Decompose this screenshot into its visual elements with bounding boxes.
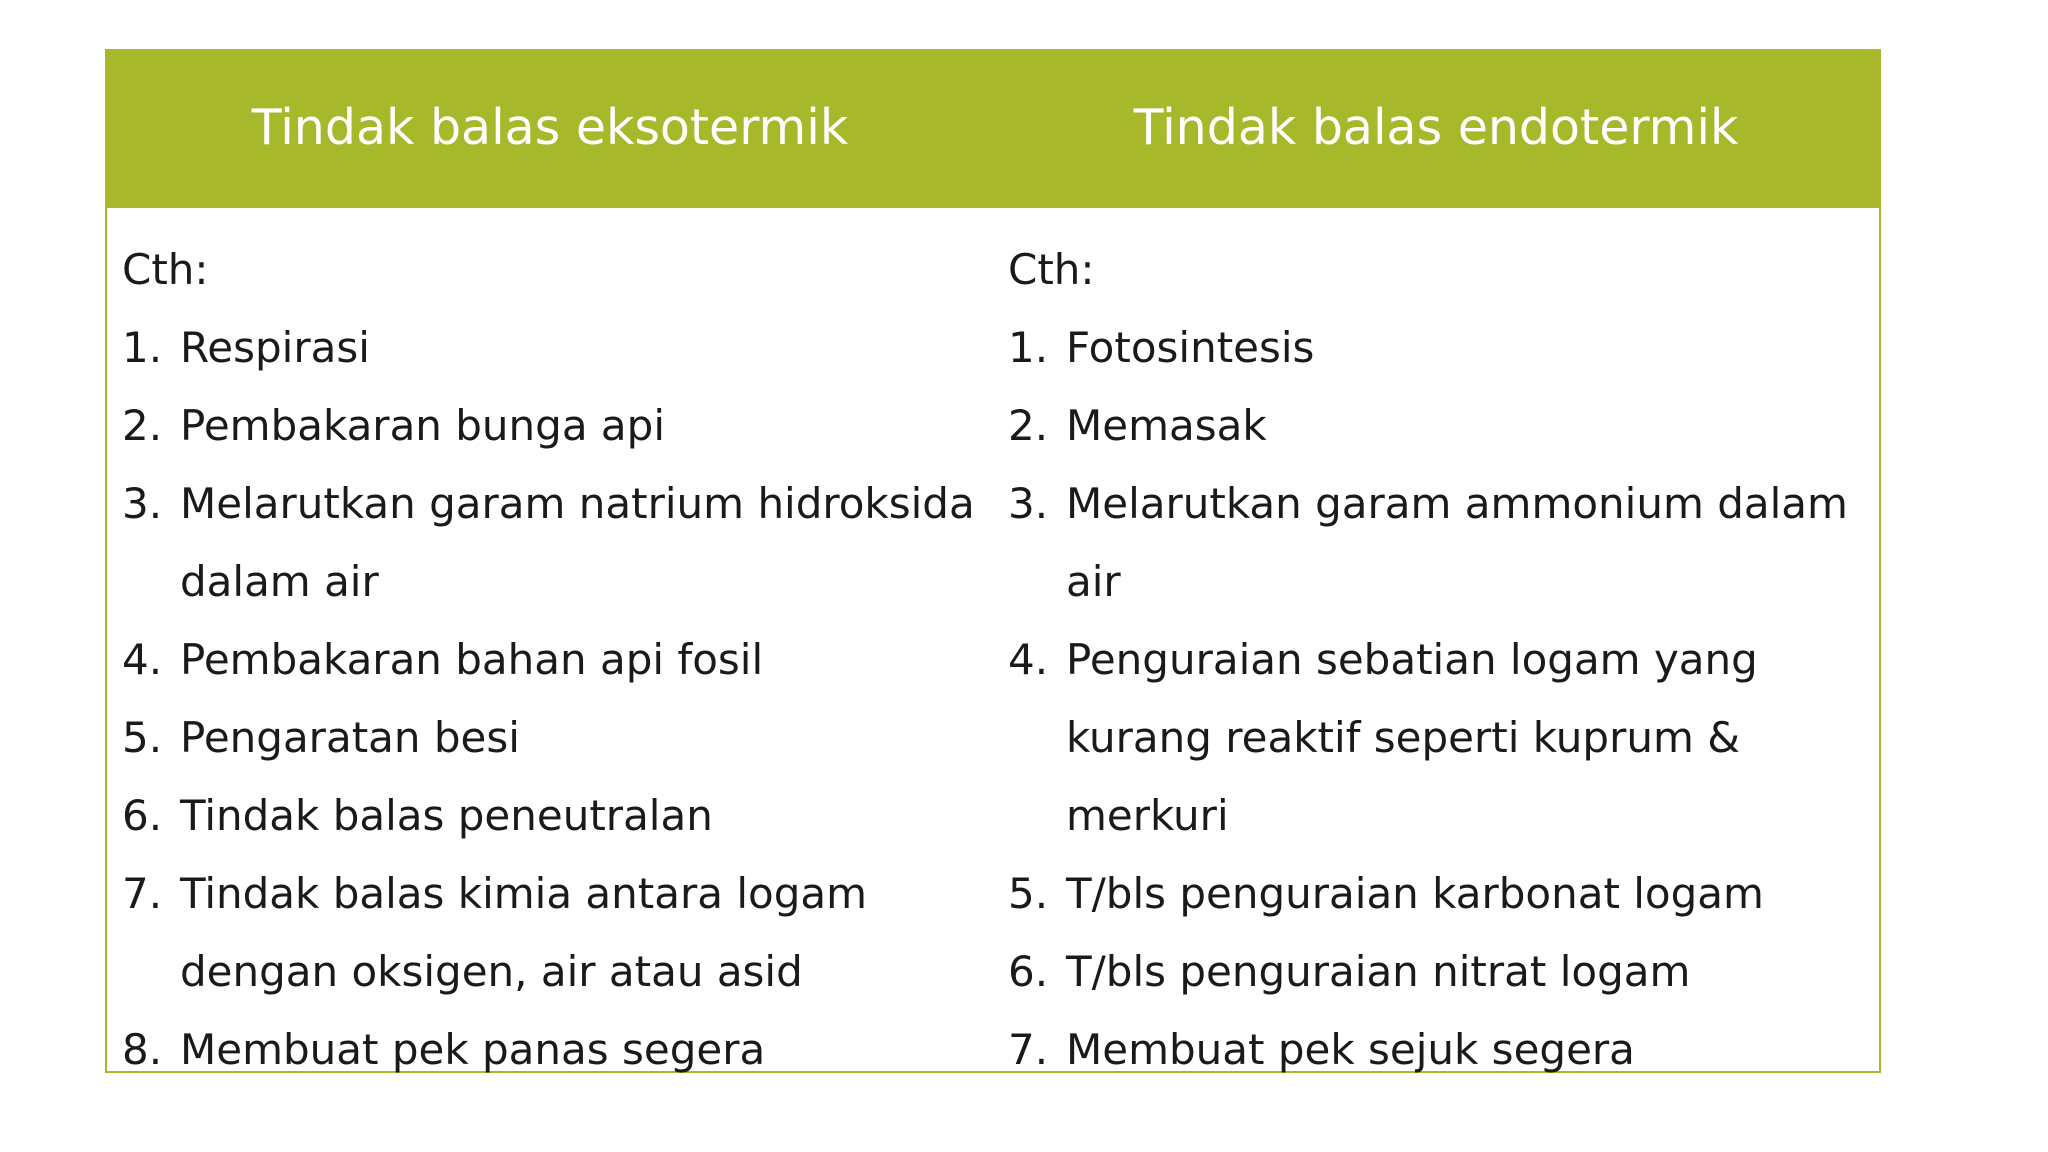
list-item bbox=[122, 699, 983, 777]
item-number: 7. bbox=[122, 869, 163, 918]
exothermic-list bbox=[122, 309, 983, 1089]
list-item bbox=[122, 465, 983, 621]
table-header bbox=[107, 51, 1879, 208]
item-text: Memasak bbox=[1066, 401, 1267, 450]
exothermic-column bbox=[107, 208, 993, 1074]
item-text: Respirasi bbox=[180, 323, 370, 372]
item-text: Pembakaran bunga api bbox=[180, 401, 665, 450]
item-number: 5. bbox=[122, 713, 163, 762]
list-item bbox=[1008, 621, 1869, 855]
item-number: 2. bbox=[1008, 401, 1049, 450]
comparison-table bbox=[105, 49, 1881, 1073]
item-number: 1. bbox=[122, 323, 163, 372]
list-item bbox=[1008, 1011, 1869, 1089]
item-number: 6. bbox=[122, 791, 163, 840]
item-text: Membuat pek panas segera bbox=[180, 1025, 766, 1074]
item-text: T/bls penguraian nitrat logam bbox=[1066, 947, 1691, 996]
item-text: Melarutkan garam natrium hidroksida dalam air bbox=[180, 479, 975, 606]
list-item bbox=[122, 387, 983, 465]
list-item bbox=[1008, 309, 1869, 387]
item-number: 7. bbox=[1008, 1025, 1049, 1074]
list-item bbox=[1008, 855, 1869, 933]
list-item bbox=[122, 855, 983, 1011]
item-number: 2. bbox=[122, 401, 163, 450]
item-number: 1. bbox=[1008, 323, 1049, 372]
item-number: 5. bbox=[1008, 869, 1049, 918]
list-item bbox=[122, 1011, 983, 1089]
item-number: 8. bbox=[122, 1025, 163, 1074]
header-endothermic: Tindak balas endotermik bbox=[1133, 99, 1739, 156]
example-label: Cth: bbox=[1008, 245, 1095, 294]
list-item bbox=[122, 309, 983, 387]
list-item bbox=[1008, 465, 1869, 621]
endothermic-list bbox=[1008, 309, 1869, 1089]
endothermic-column bbox=[993, 208, 1879, 1074]
item-text: Tindak balas peneutralan bbox=[180, 791, 713, 840]
item-text: Pembakaran bahan api fosil bbox=[180, 635, 764, 684]
list-item bbox=[1008, 387, 1869, 465]
item-number: 4. bbox=[1008, 635, 1049, 684]
item-text: Tindak balas kimia antara logam dengan oksigen, air atau asid bbox=[180, 869, 868, 996]
item-text: Fotosintesis bbox=[1066, 323, 1315, 372]
item-text: Penguraian sebatian logam yang kurang reaktif seperti kuprum & merkuri bbox=[1066, 635, 1758, 840]
item-number: 3. bbox=[122, 479, 163, 528]
item-number: 3. bbox=[1008, 479, 1049, 528]
list-item bbox=[122, 621, 983, 699]
example-label: Cth: bbox=[122, 245, 209, 294]
item-text: T/bls penguraian karbonat logam bbox=[1066, 869, 1764, 918]
item-text: Pengaratan besi bbox=[180, 713, 520, 762]
list-item bbox=[122, 777, 983, 855]
item-text: Melarutkan garam ammonium dalam air bbox=[1066, 479, 1848, 606]
item-number: 4. bbox=[122, 635, 163, 684]
table-body bbox=[107, 208, 1879, 1074]
item-number: 6. bbox=[1008, 947, 1049, 996]
header-exothermic: Tindak balas eksotermik bbox=[251, 99, 849, 156]
item-text: Membuat pek sejuk segera bbox=[1066, 1025, 1635, 1074]
list-item bbox=[1008, 933, 1869, 1011]
